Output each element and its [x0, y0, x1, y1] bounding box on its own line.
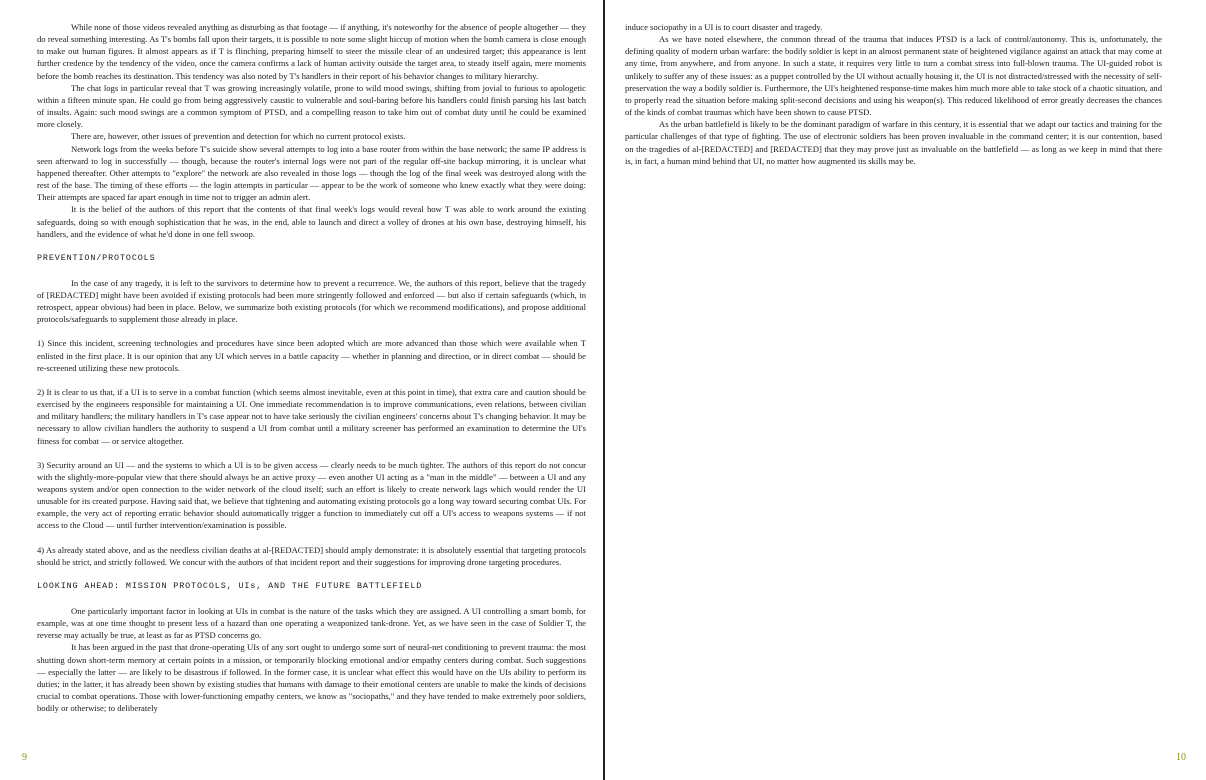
paragraph: As we have noted elsewhere, the common thread of the trauma that induces PTSD is a lack of control/autonomy. This is, unfortunately, the defining quality of modern urban warfare: the bodily soldier is kept in an almost permanent state of heightened vigilance against an attack that may come at any time, from anywhere, and from anyone. In such a state, it requires very little to turn a combat stress into full-blown trauma. The UI-guided robot is unlikely to suffer any of these issues: as a puppet controlled by the UI without actually housing it, the UI is not distracted/stressed with the necessity of self-preservation the way a bodily soldier is. Furthermore, the UI's heightened response-time makes him much more able to take stock of a chaotic situation, and to properly read the situation before making split-second decisions and using his weapon(s). This reduced likelihood of error greatly decreases the chances of the kinds of combat traumas which have been shown to cause PTSD.	[625, 34, 1162, 118]
protocol-item: 3) Security around an UI — and the systems to which a UI is to be given access — clearly needs to be much tighter. The authors of this report do not concur with the slightly-more-popular view that there should always be an active proxy — even another UI acting as a "man in the middle" — between a UI and any weapons system and/or open connection to the wider network of the cloud itself; such an effort is likely to create network lags which would render the UI unusable for its created purpose. Having said that, we believe that tightening and automating existing protocols go a long way toward securing combat UIs. For example, the very act of reporting erratic behavior should automatically trigger a function to immediately cut off a UI's access to weapons systems — if not access to the Cloud — until further intervention/examination is possible.	[37, 459, 586, 531]
paragraph: The chat logs in particular reveal that T was growing increasingly volatile, prone to wild mood swings, shifting from jovial to furious to apologetic within a fifteen minute span. He could go from being aggressively caustic to vulnerable and soul-baring before his handlers could finish parsing his last batch of insults. Again: such mood swings are a common symptom of PTSD, and a compelling reason to take him out of combat duty until he could be examined more closely.	[37, 82, 586, 130]
protocol-item: 1) Since this incident, screening technologies and procedures have since been adopted which are more advanced than those which were available when T enlisted in the first place. It is our opinion that any UI which serves in a battle capacity — whether in planning and direction, or in direct combat — should be re-screened utilizing these new protocols.	[37, 338, 586, 373]
paragraph: There are, however, other issues of prevention and detection for which no current protocol exists.	[71, 131, 406, 142]
paragraph: It is the belief of the authors of this report that the contents of that final week's logs would reveal how T was able to work around the existing safeguards, doing so with enough sophistication that he was, in the end, able to launch and direct a volley of drones at his own base, destroying himself, his handlers, and the evidence of what he'd done in one fell swoop.	[37, 204, 586, 239]
paragraph: As the urban battlefield is likely to be the dominant paradigm of warfare in this century, it is essential that we adapt our tactics and training for the particular challenges of that type of fighting. The use of electronic soldiers has been proven invaluable in the command center; it is our contention, based on the tragedies of al-[REDACTED] and [REDACTED] that they may prove just as invaluable on the battlefield — as long as we keep in mind that there is, in fact, a human mind behind that UI, no matter how augmented its skills may be.	[625, 119, 1162, 166]
right-page	[605, 0, 1206, 780]
paragraph: While none of those videos revealed anything as disturbing as that footage — if anything, it's noteworthy for the absence of people altogether — they do reveal something interesting. As T's bombs fall upon their targets, it is possible to note some slight hiccup of motion when the bomb camera is close enough to make out human figures. It almost appears as if T is flinching, preparing himself to steer the missile clear of an undesired target; this appearance is lent further credence by the tendency of the video, once the camera confirms a lack of human activity outside the target area, to steady itself again, mere moments before the bomb reaches its destination. This tendency was also noted by T's handlers in their report of his behavior changes to military hierarchy.	[37, 22, 586, 81]
section-heading-looking-ahead: LOOKING AHEAD: MISSION PROTOCOLS, UIs, AND THE FUTURE BATTLEFIELD	[37, 580, 423, 591]
protocol-item: 2) It is clear to us that, if a UI is to serve in a combat function (which seems almost inevitable, even at this point in time), that extra care and caution should be exercised by the engineers responsible for maintaining a UI. One immediate recommendation is to improve communications, even relations, between civilian and military handlers; the military handlers in T's case appear not to have take seriously the civilian engineers' concerns about T's changing behavior. It may be necessary to allow civilian handlers the authority to suspend a UI from combat until a military screener has performed an examination to determine the UI's fitness for combat — or service altogether.	[37, 386, 586, 446]
protocol-item: 4) As already stated above, and as the needless civilian deaths at al-[REDACTED] should amply demonstrate: it is absolutely essential that targeting protocols should be strict, and strictly followed. We concur with the authors of that incident report and their suggestions for improving drone targeting procedures.	[37, 544, 586, 567]
paragraph: Network logs from the weeks before T's suicide show several attempts to log into a base router from within the base network; the same IP address is seen afterward to log in successfully — though, because the router's internal logs were not part of the regular off-site backup mirroring, it is unclear what happened thereafter. Other attempts to "explore" the network are also revealed in those logs — though the log of the final week was destroyed along with the rest of the base. The timing of these efforts — the login attempts in particular — appear to be the work of someone who knew exactly what they were doing: Their attempts are spaced far apart enough in time not to trigger an admin alert.	[37, 143, 586, 203]
paragraph: One particularly important factor in looking at UIs in combat is the nature of the tasks which they are assigned. A UI controlling a smart bomb, for example, was at one time thought to present less of a hazard than one operating a weaponized tank-drone. Yet, as we have seen in the case of Soldier T, the reverse may actually be true, at least as far as PTSD concerns go.	[37, 605, 586, 641]
paragraph-continuation: induce sociopathy in a UI is to court disaster and tragedy.	[625, 22, 823, 32]
section-heading-prevention: PREVENTION/PROTOCOLS	[37, 252, 156, 263]
paragraph: In the case of any tragedy, it is left to the survivors to determine how to prevent a recurrence. We, the authors of this report, believe that the tragedy of [REDACTED] might have been avoided if existing protocols had been more stringently followed and enforced — but also if certain safeguards (which, in retrospect, appear obvious) had been in place. Below, we summarize both existing protocols (for which we recommend modifications), and propose additional protocols/safeguards to supplement those already in place.	[37, 277, 586, 325]
page-number-right: 10	[1176, 752, 1186, 763]
right-text-column	[625, 21, 1162, 167]
left-text-column	[37, 21, 586, 714]
page-number-left: 9	[22, 752, 27, 763]
paragraph: It has been argued in the past that drone-operating UIs of any sort ought to undergo some sort of neural-net conditioning to prevent trauma: the most shutting down short-term memory at certain points in a mission, or temporarily blocking emotional and/or empathy centers during combat. Such suggestions — especially the latter — are likely to be disastrous if followed. In the former case, it is unclear what effect this would have on the UIs ability to perform its duties; in the latter, it has already been shown by existing studies that humans with damage to their emotional centers are unable to make the kinds of decisions crucial to combat operations. Those with lower-functioning empathy centers, we know as "sociopaths," and they have tended to make extremely poor soldiers, bodily or otherwise; to deliberately	[37, 642, 586, 714]
